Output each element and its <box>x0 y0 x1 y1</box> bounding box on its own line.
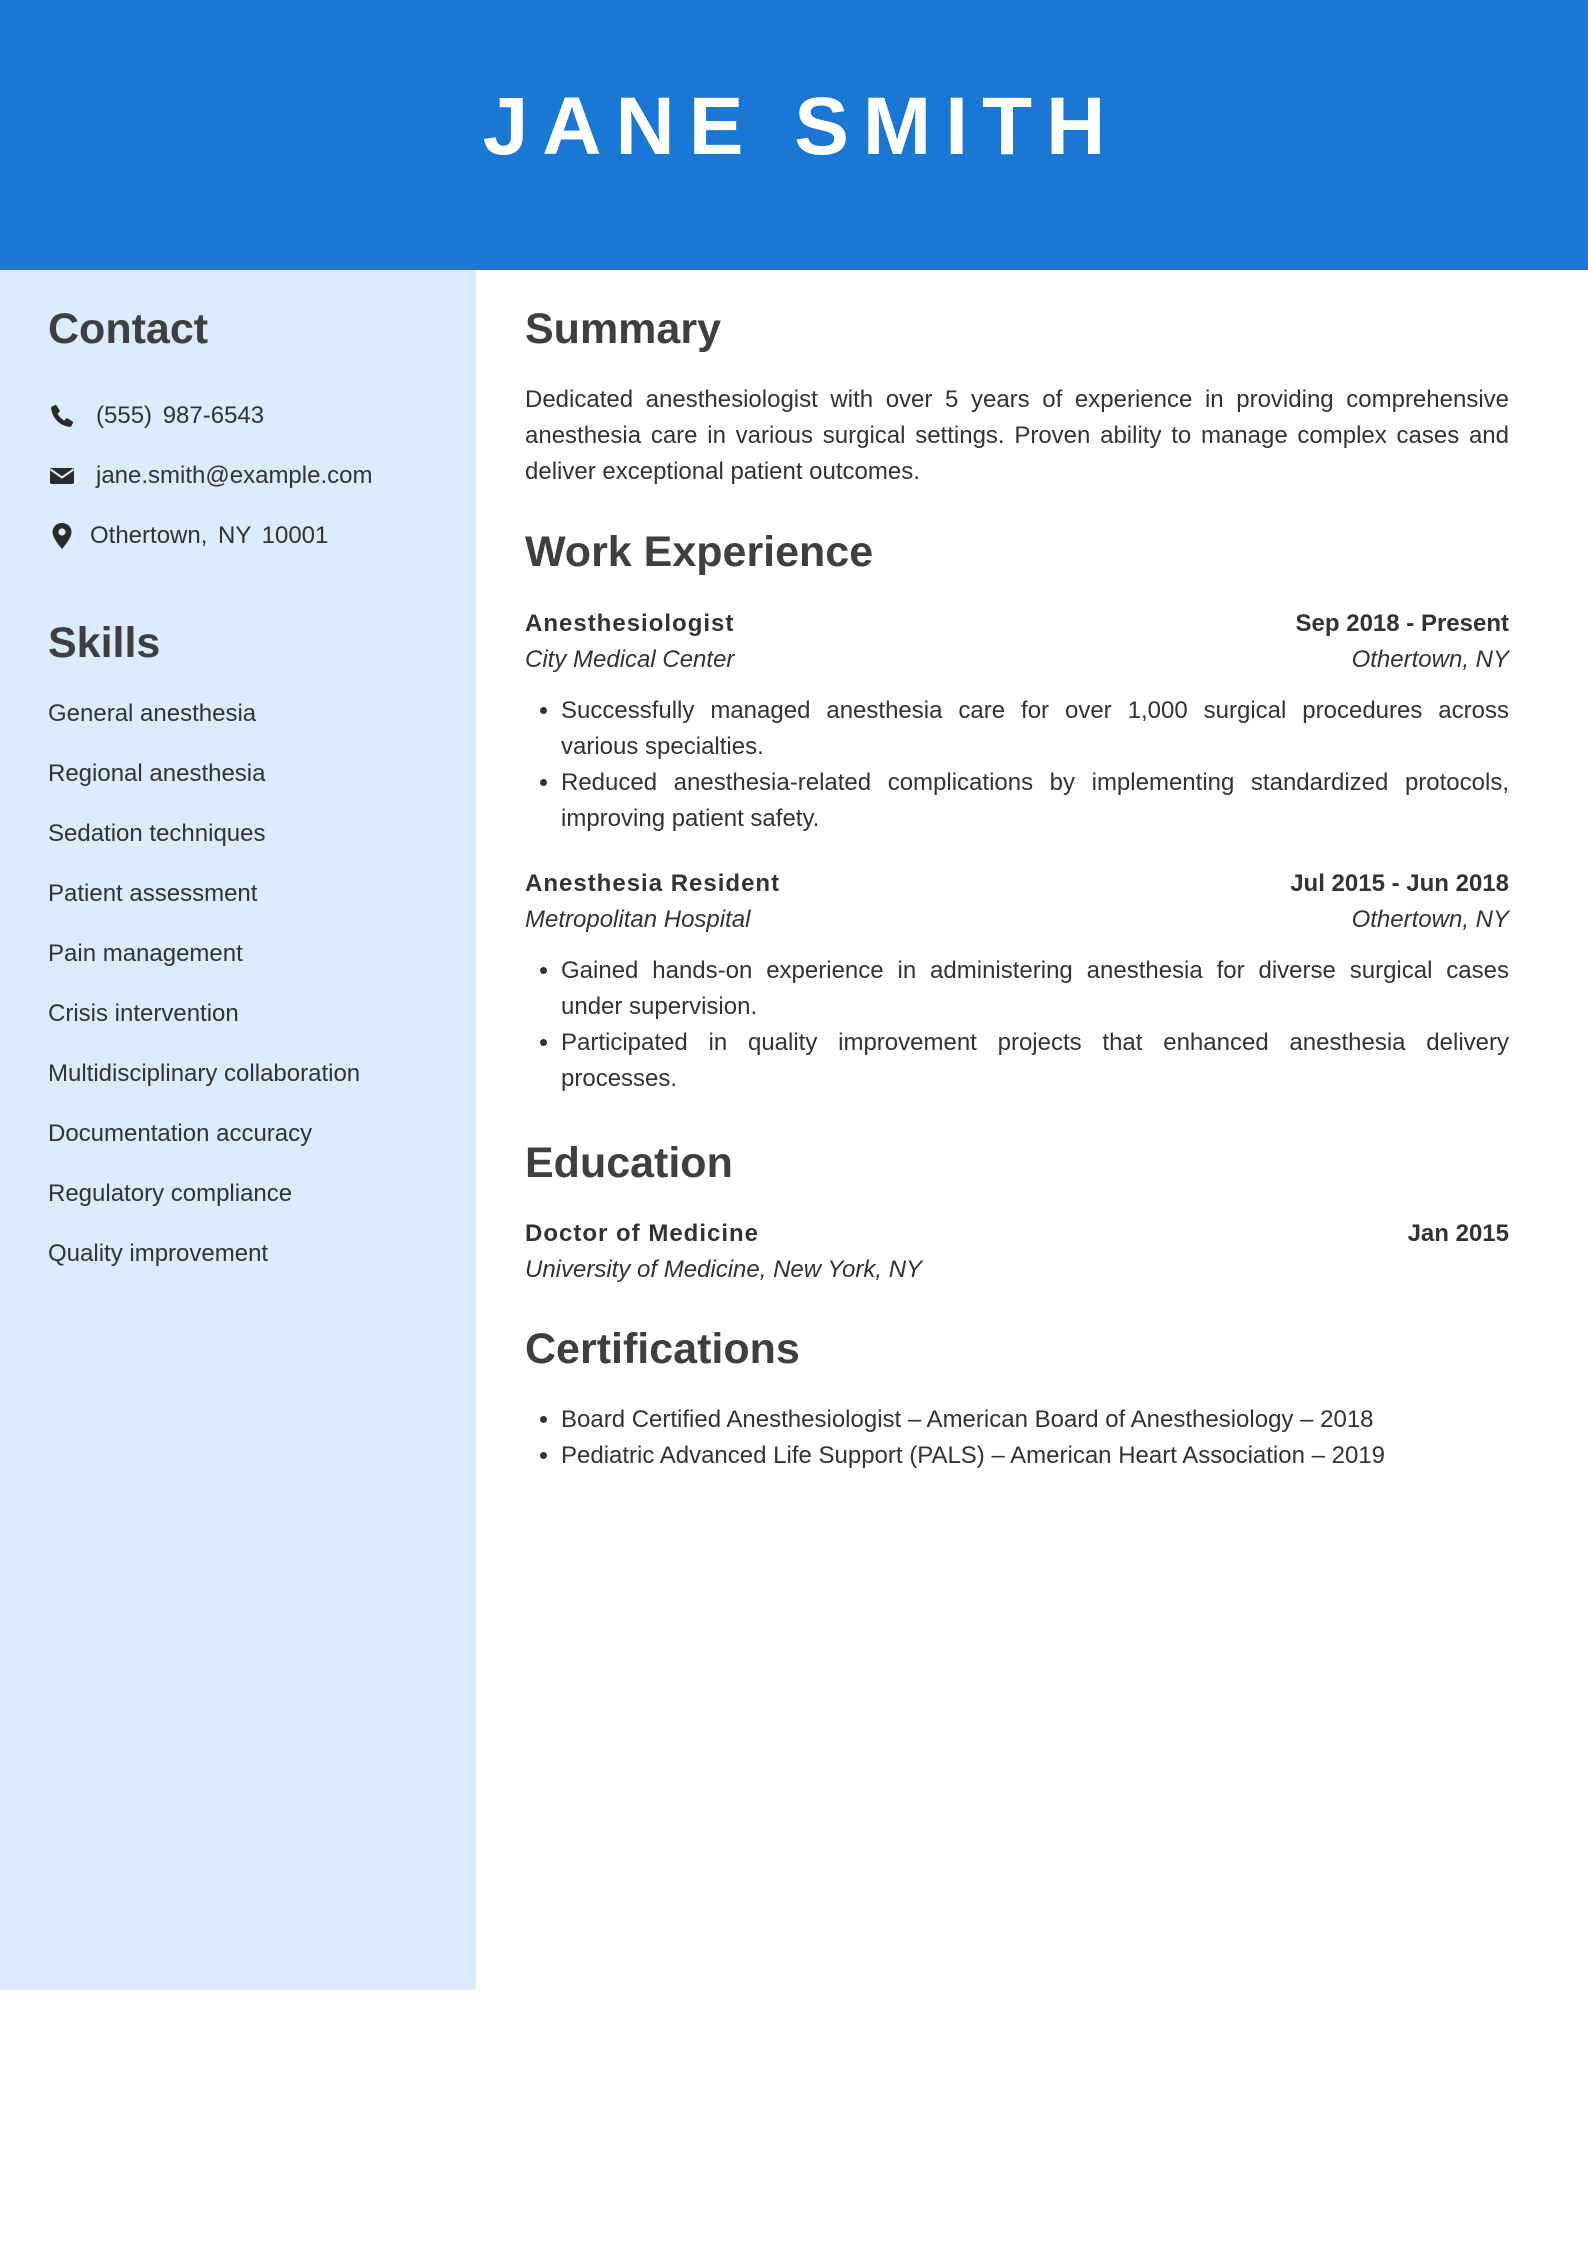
skill-item: Regulatory compliance <box>48 1180 293 1207</box>
skills-heading: Skills <box>48 619 161 667</box>
skill-item: Sedation techniques <box>48 820 266 847</box>
summary-heading: Summary <box>525 305 721 353</box>
email-text: jane.smith@example.com <box>96 462 373 489</box>
contact-address <box>48 521 328 551</box>
job-dates: Sep 2018 - Present <box>1295 610 1509 637</box>
summary-text: Dedicated anesthesiologist with over 5 years of experience in providing comprehensive anesthesia care in various surgical settings. Proven ability to manage complex cases and deliver exceptional patient outcomes. <box>525 386 1509 485</box>
skill-item: Patient assessment <box>48 880 258 907</box>
job-entry <box>525 870 1509 1097</box>
contact-phone <box>48 401 264 431</box>
education-date: Jan 2015 <box>1407 1220 1509 1247</box>
sidebar <box>0 270 476 1990</box>
job-title: Anesthesia Resident <box>525 870 781 897</box>
job-bullets <box>525 953 1509 1097</box>
job-location: Othertown, NY <box>1351 646 1509 673</box>
skill-item: Pain management <box>48 940 243 967</box>
skill-item: General anesthesia <box>48 700 257 727</box>
phone-icon <box>48 402 76 430</box>
skill-item: Quality improvement <box>48 1240 269 1267</box>
certifications-heading: Certifications <box>525 1325 800 1373</box>
degree: Doctor of Medicine <box>525 1220 760 1247</box>
skill-item: Documentation accuracy <box>48 1120 313 1147</box>
job-bullets <box>525 693 1509 837</box>
skill-item: Crisis intervention <box>48 1000 239 1027</box>
skill-item: Multidisciplinary collaboration <box>48 1060 361 1087</box>
certification-item: • Pediatric Advanced Life Support (PALS) – American Heart Association – 2019 <box>561 1438 1545 1474</box>
job-bullet: • Successfully managed anesthesia care for over 1,000 surgical procedures across various specialties. <box>561 693 1509 765</box>
skill-item: Regional anesthesia <box>48 760 266 787</box>
job-title: Anesthesiologist <box>525 610 735 637</box>
certifications-list <box>525 1402 1545 1474</box>
contact-heading: Contact <box>48 305 209 353</box>
job-location: Othertown, NY <box>1351 906 1509 933</box>
education-entry <box>525 1220 1509 1292</box>
map-pin-icon <box>48 522 76 550</box>
candidate-name: JANE SMITH <box>482 81 1120 172</box>
phone-text: (555) 987-6543 <box>96 402 265 429</box>
address-text: Othertown, NY 10001 <box>90 522 329 549</box>
skills-list <box>48 702 360 1302</box>
employer: Metropolitan Hospital <box>525 906 751 933</box>
job-bullet: • Reduced anesthesia-related complications by implementing standardized protocols, improving patient safety. <box>561 765 1509 837</box>
employer: City Medical Center <box>525 646 735 673</box>
job-bullet: • Gained hands-on experience in administering anesthesia for diverse surgical cases under supervision. <box>561 953 1509 1025</box>
education-heading: Education <box>525 1139 733 1187</box>
certification-item: • Board Certified Anesthesiologist – American Board of Anesthesiology – 2018 <box>561 1402 1545 1438</box>
job-bullet: • Participated in quality improvement projects that enhanced anesthesia delivery processes. <box>561 1025 1509 1097</box>
job-dates: Jul 2015 - Jun 2018 <box>1290 870 1509 897</box>
envelope-icon <box>48 462 76 490</box>
job-entry <box>525 610 1509 837</box>
contact-email <box>48 461 372 491</box>
school: University of Medicine, New York, NY <box>525 1256 923 1283</box>
header-banner <box>0 0 1588 270</box>
work-experience-heading: Work Experience <box>525 528 874 576</box>
